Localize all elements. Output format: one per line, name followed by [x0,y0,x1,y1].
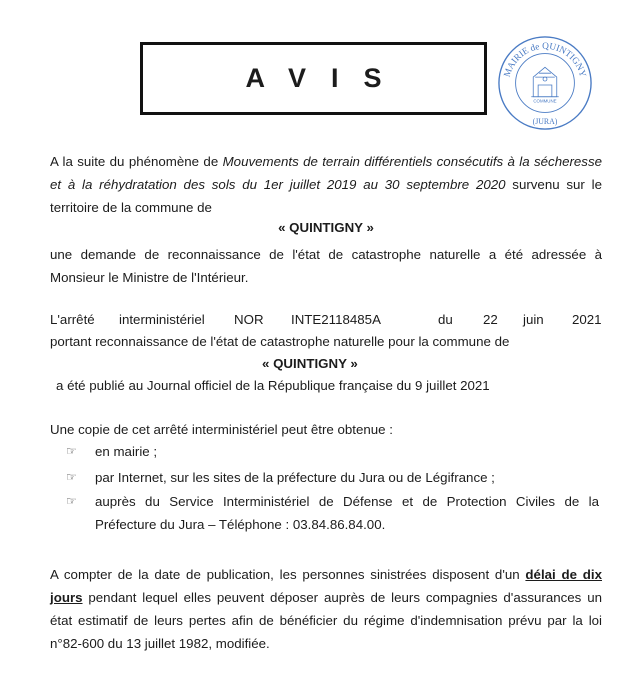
interministeriel-word: interministériel [119,312,205,327]
copie-paragraph: Une copie de cet arrêté interministériel peut être obtenue : [50,422,393,437]
stamp-emblem-icon [531,67,558,96]
delai-text-1: A compter de la date de publication, les personnes sinistrées disposent d'un [50,567,526,582]
stamp-bottom-text: (JURA) [532,117,558,127]
du-word: du [438,312,453,327]
stamp-ring-text: MAIRIE de QUINTIGNY [502,41,588,79]
pointing-hand-icon: ☞ [66,470,77,484]
delai-paragraph [50,563,602,655]
nor-number: INTE2118485A [291,312,381,327]
intro-paragraph [50,150,602,219]
bullet-text: par Internet, sur les sites de la préfecture du Jura ou de Légifrance ; [95,470,495,485]
commune-name-2: « QUINTIGNY » [262,356,358,371]
title-box [140,42,487,115]
delai-text-2: pendant lequel elles peuvent déposer auprès de leurs compagnies d'assurances un état estimatif de leurs pertes afin de bénéficier du régime d'indemnisation prévu par la loi n°82-600 du 13 juillet 1982, modifiée. [50,590,602,651]
bullet-text: auprès du Service Interministériel de Défense et de Protection Civiles de la Préfecture du Jura – Téléphone : 03.84.86.84.00. [95,494,599,532]
demande-paragraph: une demande de reconnaissance de l'état de catastrophe naturelle a été adressée à Monsieur le Ministre de l'Intérieur. [50,247,602,285]
intro-text-italic: Mouvements de terrain différentiels consécutifs à la sécheresse et à la réhydratation des sols du 1er juillet 2019 au 30 septembre 2020 [50,154,603,192]
month-value: juin [523,312,544,327]
publication-paragraph: a été publié au Journal officiel de la République française du 9 juillet 2021 [56,378,490,393]
day-value: 22 [483,312,498,327]
intro-text-2: survenu sur le territoire de la commune de [50,177,602,215]
page-title: AVIS [245,63,407,93]
portant-paragraph: portant reconnaissance de l'état de catastrophe naturelle pour la commune de [50,334,510,349]
intro-text-1: A la suite du phénomène de [50,154,223,169]
stamp-inner-text: COMMUNE [533,98,557,104]
bullet-text: en mairie ; [95,444,158,459]
commune-name-1: « QUINTIGNY » [278,220,374,235]
pointing-hand-icon: ☞ [66,444,77,458]
arrete-word: L'arrêté [50,312,95,327]
nor-word: NOR [234,312,264,327]
pointing-hand-icon: ☞ [66,494,77,508]
mairie-stamp-seal [496,34,594,132]
year-value: 2021 [572,312,602,327]
arrete-line [50,312,602,332]
delai-emphasis: délai de dix jours [50,567,602,605]
